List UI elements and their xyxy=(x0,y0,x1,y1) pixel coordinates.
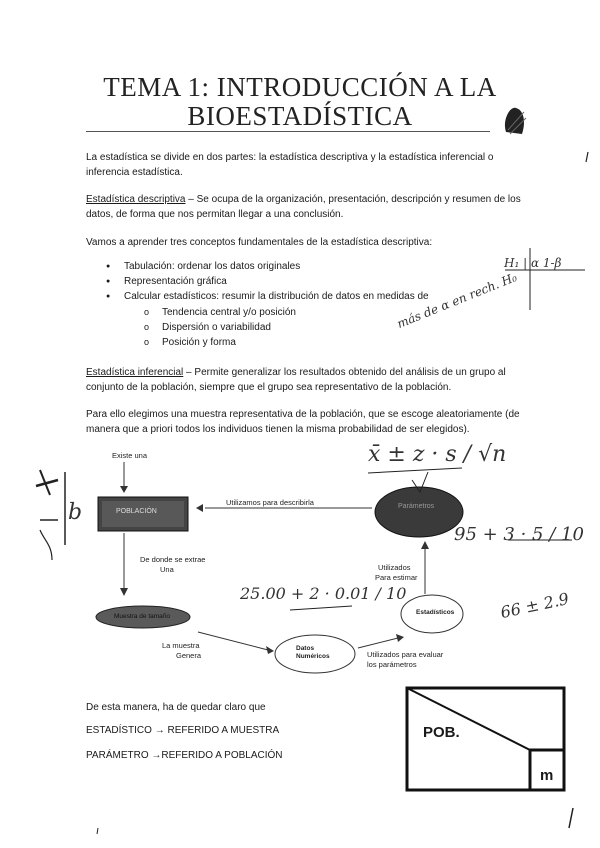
estadistico-line: ESTADÍSTICO → REFERIDO A MUESTRA xyxy=(86,725,280,736)
list-item: ● Representación gráfica xyxy=(104,274,484,289)
parametro-line: PARÁMETRO →REFERIDO A POBLACIÓN xyxy=(86,750,283,761)
figure-m-label: m xyxy=(540,767,554,784)
list-item: o Tendencia central y/o posición xyxy=(142,305,442,320)
handwritten-formula: x̄ ± z · s / √n xyxy=(368,442,507,467)
label-una: Una xyxy=(160,565,174,574)
handwritten-margin-b: b xyxy=(68,500,83,525)
handwritten-calc1: 95 + 3 · 5 / 10 xyxy=(454,524,584,545)
handwritten-calc3: 66 ± 2.9 xyxy=(498,588,571,623)
intro-paragraph: La estadística se divide en dos partes: la estadística descriptiva y la estadística inferencial o inferencia estadística. xyxy=(86,152,494,178)
list-item: ● Calcular estadísticos: resumir la distribución de datos en medidas de xyxy=(104,289,484,304)
label-datos-1: Datos xyxy=(296,645,315,652)
label-la-muestra: La muestra xyxy=(162,641,200,650)
label-datos-2: Numéricos xyxy=(296,653,330,660)
handwritten-note: más de α en rech. H₀ xyxy=(395,270,519,331)
page-title-line1: TEMA 1: INTRODUCCIÓN A LA xyxy=(103,72,497,102)
label-utilizados-1: Utilizados xyxy=(378,563,411,572)
label-utilizados-evaluar: Utilizados para evaluar xyxy=(367,650,444,659)
list-item: o Posición y forma xyxy=(142,335,442,350)
muestra-paragraph: Para ello elegimos una muestra representativa de la población, que se escoge aleatoriamente (de manera que a priori todos los individuos tienen la misma probabilidad de ser elegidos). xyxy=(86,409,520,435)
handwritten-calc2: 25.00 + 2 · 0.01 / 10 xyxy=(240,584,407,603)
label-utilizamos-describirla: Utilizamos para describirla xyxy=(226,498,314,507)
handwritten-hypothesis: H₁ | α 1-β xyxy=(504,256,562,270)
inferencial-term: Estadística inferencial xyxy=(86,367,184,378)
page-title-line2: BIOESTADÍSTICA xyxy=(187,101,413,131)
label-de-donde: De donde se extrae xyxy=(140,555,206,564)
label-los-parametros: los parámetros xyxy=(367,660,417,669)
list-item: ● Tabulación: ordenar los datos originales xyxy=(104,259,484,274)
label-poblacion: POBLACIÓN xyxy=(116,508,157,515)
list-item: o Dispersión o variabilidad xyxy=(142,320,442,335)
label-muestra: Muestra de tamaño xyxy=(114,613,171,620)
descriptiva-definition: – Se ocupa de la organización, presentación, descripción y resumen de los datos, de forma que nos permitan llegar a una conclusión. xyxy=(86,194,521,220)
label-estadisticos: Estadísticos xyxy=(416,609,455,616)
label-existe-una: Existe una xyxy=(112,451,148,460)
inferencial-definition: – Permite generalizar los resultados obtenido del análisis de un grupo al conjunto de la población, siempre que el grupo sea representativo de la población. xyxy=(86,367,506,393)
label-genera: Genera xyxy=(176,651,202,660)
descriptiva-term: Estadística descriptiva xyxy=(86,194,186,205)
label-parametros: Parámetros xyxy=(398,503,435,510)
conceptos-intro: Vamos a aprender tres conceptos fundamentales de la estadística descriptiva: xyxy=(86,237,433,248)
figure-pob-label: POB. xyxy=(423,724,460,741)
conclusion-text: De esta manera, ha de quedar claro que xyxy=(86,702,266,713)
label-utilizados-2: Para estimar xyxy=(375,573,418,582)
